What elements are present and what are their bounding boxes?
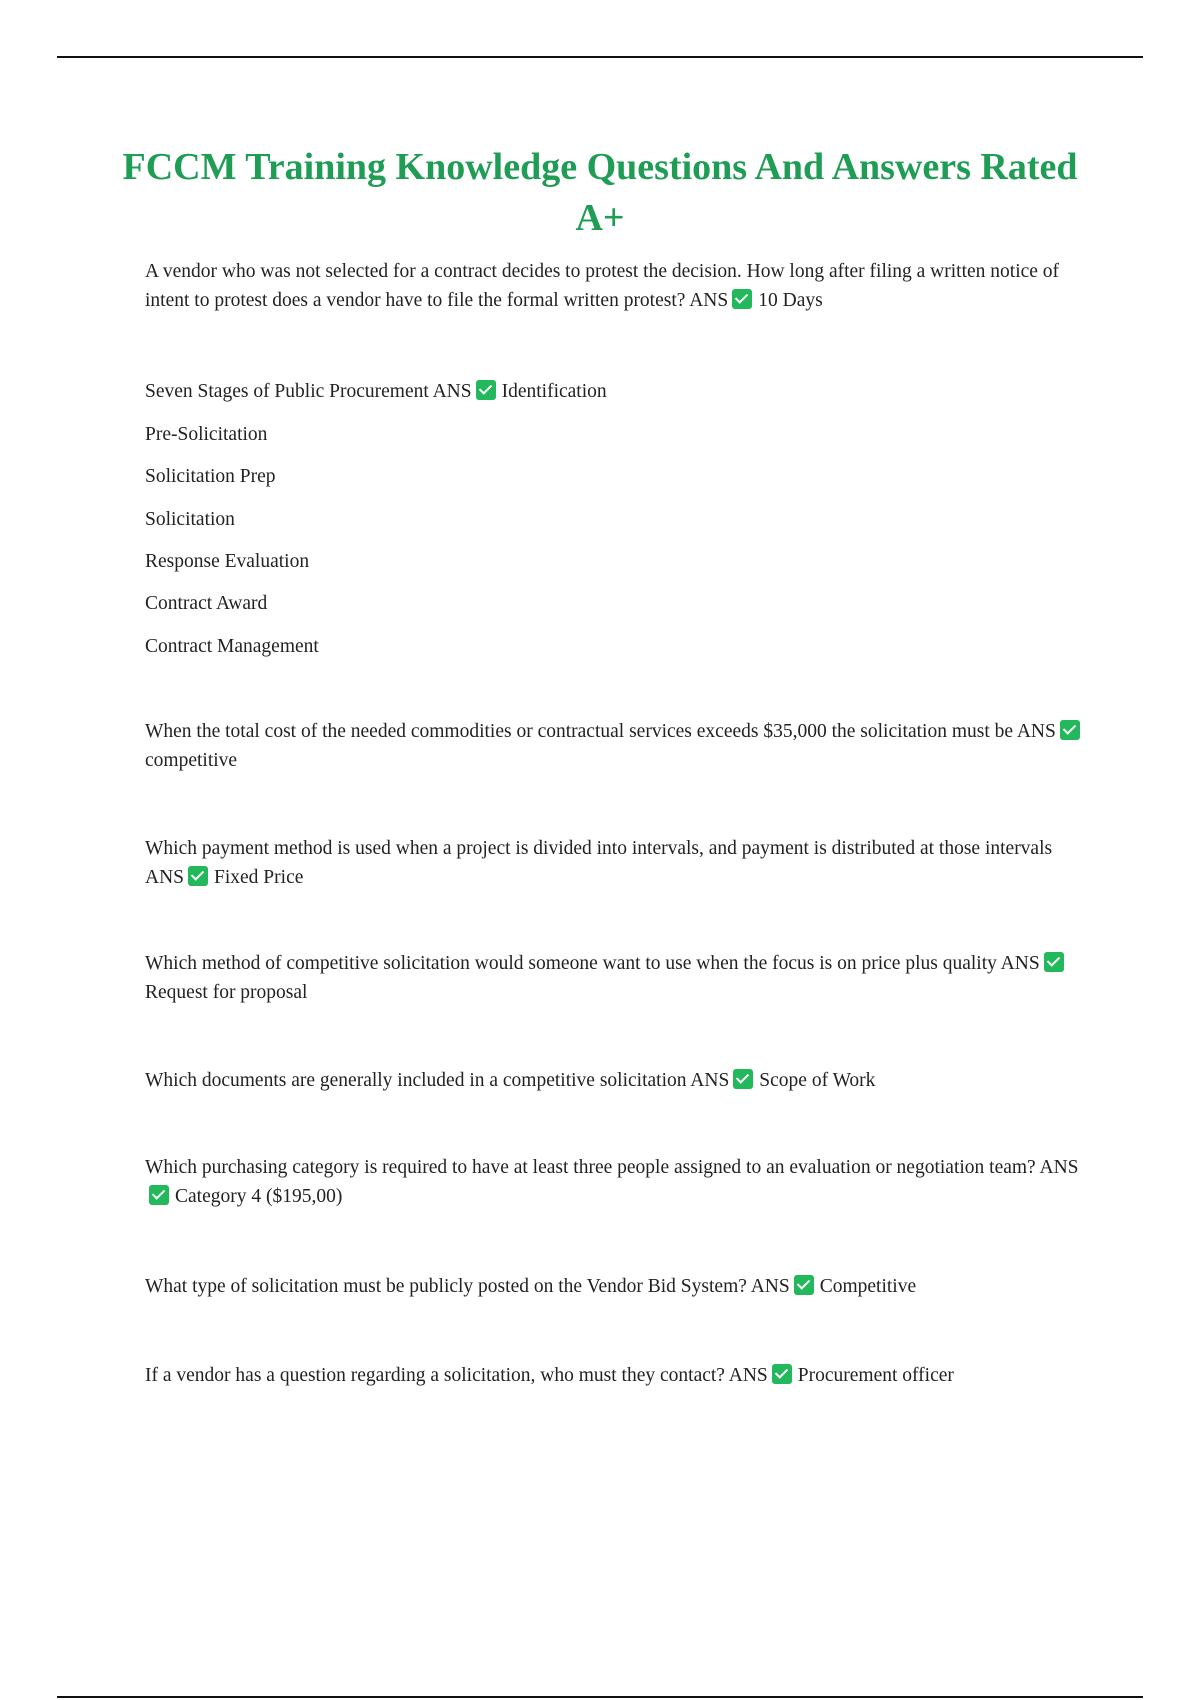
qa-item (145, 718, 1090, 775)
stage-item: Response Evaluation (145, 551, 310, 572)
question-text: Which payment method is used when a project is divided into intervals, and payment is distributed at those intervals ANS (145, 838, 1053, 888)
answer-text: Fixed Price (214, 866, 304, 888)
check-icon (772, 1364, 792, 1384)
qa-item (145, 1273, 1090, 1302)
answer-text: competitive (145, 749, 238, 771)
check-icon (733, 1069, 753, 1089)
qa-item (145, 1067, 1090, 1096)
check-icon (732, 289, 752, 309)
question-text: Which documents are generally included in a competitive solicitation ANS (145, 1070, 730, 1091)
check-icon (1060, 720, 1080, 740)
stage-item: Contract Management (145, 636, 319, 657)
answer-text: Procurement officer (797, 1365, 954, 1386)
qa-item (145, 1362, 1090, 1391)
check-icon (476, 380, 496, 400)
stage-item: Contract Award (145, 593, 268, 614)
question-text: Which method of competitive solicitation would someone want to use when the focus is on price plus quality ANS (145, 953, 1040, 974)
question-text: Which purchasing category is required to have at least three people assigned to an evaluation or negotiation team? ANS (145, 1157, 1079, 1178)
bottom-rule (57, 1696, 1143, 1698)
qa-item (145, 950, 1090, 1007)
check-icon (188, 866, 208, 886)
question-text: If a vendor has a question regarding a solicitation, who must they contact? ANS (145, 1365, 768, 1386)
question-text: When the total cost of the needed commodities or contractual services exceeds $35,000 the solicitation must be ANS (145, 721, 1056, 742)
question-text: Seven Stages of Public Procurement ANS (145, 381, 472, 402)
check-icon (149, 1185, 169, 1205)
check-icon (1044, 952, 1064, 972)
answer-text: Competitive (819, 1276, 917, 1297)
question-text: A vendor who was not selected for a contract decides to protest the decision. How long after filing a written notice of intent to protest does a vendor have to file the formal written protest? ANS (145, 261, 1060, 311)
answer-text: 10 Days (758, 289, 823, 311)
qa-item (145, 378, 1090, 407)
stage-item: Solicitation Prep (145, 466, 276, 487)
check-icon (794, 1275, 814, 1295)
stage-item: Solicitation (145, 509, 235, 530)
qa-item (145, 835, 1090, 892)
top-rule (57, 56, 1143, 58)
answer-text: Category 4 ($195,00) (175, 1185, 343, 1207)
question-text: What type of solicitation must be publicly posted on the Vendor Bid System? ANS (145, 1276, 790, 1297)
answer-text: Identification (501, 381, 607, 402)
answer-text: Scope of Work (759, 1070, 876, 1091)
stage-item: Pre-Solicitation (145, 424, 268, 445)
qa-item (145, 1154, 1090, 1211)
qa-item (145, 258, 1090, 315)
answer-text: Request for proposal (145, 981, 308, 1003)
document-title: FCCM Training Knowledge Questions And Answers Rated A+ (122, 146, 1078, 239)
